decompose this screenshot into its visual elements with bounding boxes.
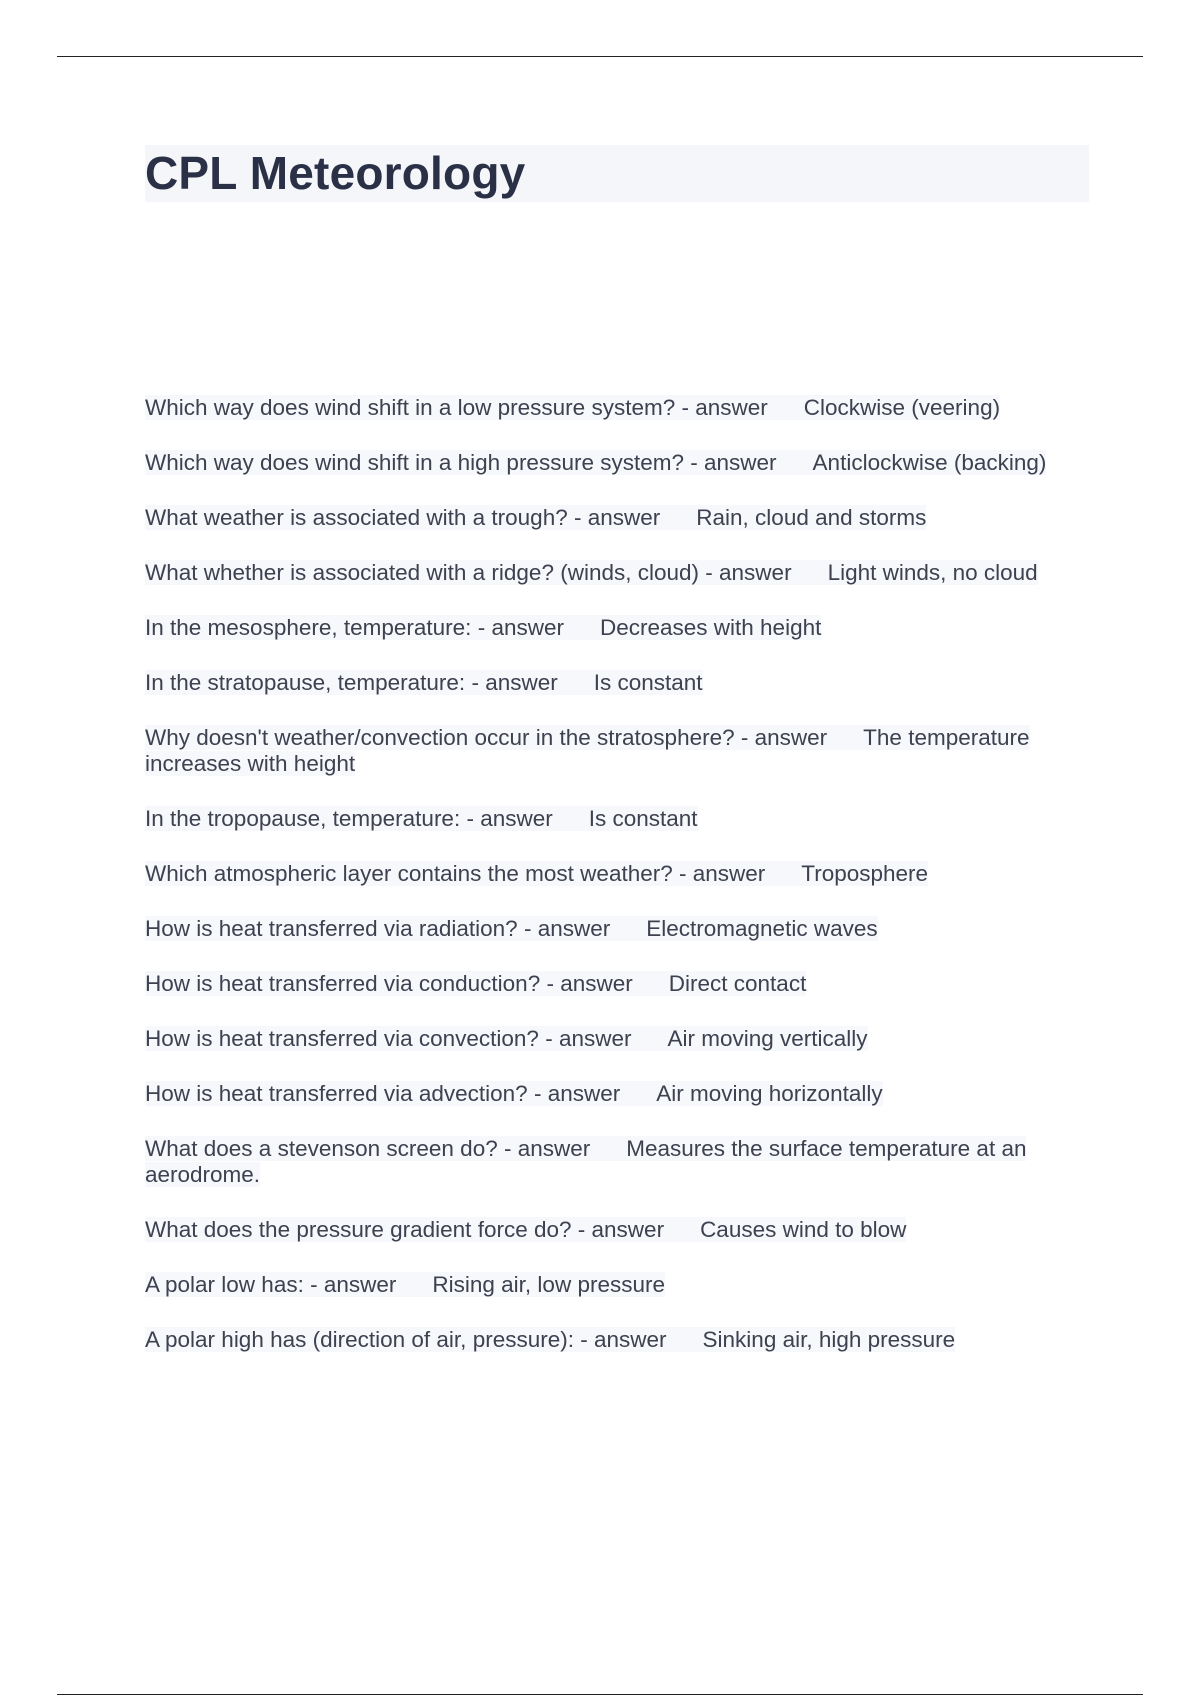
answer-marker: - answer (545, 1026, 632, 1051)
answer-marker: - answer (577, 1217, 665, 1242)
question-text: What does a stevenson screen do? (145, 1136, 498, 1161)
answer-marker: - answer (503, 1136, 591, 1161)
page-title: CPL Meteorology (145, 147, 526, 199)
qa-item (145, 1081, 1075, 1107)
question-text: Which way does wind shift in a high pressure system? (145, 450, 684, 475)
answer-text: Rising air, low pressure (432, 1272, 665, 1297)
answer-text: Troposphere (801, 861, 929, 886)
answer-text: Direct contact (668, 971, 807, 996)
question-text: Which atmospheric layer contains the most weather? (145, 861, 673, 886)
question-text: In the mesosphere, temperature: (145, 615, 472, 640)
answer-text: Electromagnetic waves (646, 916, 878, 941)
question-text: How is heat transferred via conduction? (145, 971, 541, 996)
qa-item (145, 725, 1075, 777)
answer-text: Clockwise (veering) (803, 395, 1001, 420)
answer-text: Air moving vertically (667, 1026, 868, 1051)
answer-text: Is constant (588, 806, 698, 831)
answer-marker: - answer (533, 1081, 621, 1106)
answer-text: Rain, cloud and storms (696, 505, 927, 530)
qa-item (145, 1136, 1075, 1188)
top-divider (57, 56, 1143, 57)
qa-list (145, 395, 1089, 1382)
question-text: How is heat transferred via convection? (145, 1026, 539, 1051)
qa-item (145, 395, 1075, 421)
question-text: What does the pressure gradient force do? (145, 1217, 572, 1242)
answer-marker: - answer (546, 971, 633, 996)
answer-marker: - answer (466, 806, 553, 831)
answer-text: Light winds, no cloud (827, 560, 1038, 585)
qa-item (145, 971, 1075, 997)
answer-marker: - answer (523, 916, 611, 941)
qa-item (145, 1272, 1075, 1298)
answer-marker: - answer (471, 670, 558, 695)
answer-text: Measures the surface temperature at an aerodrome. (145, 1136, 1027, 1187)
qa-item (145, 505, 1075, 531)
qa-item (145, 1327, 1075, 1353)
answer-text: Air moving horizontally (656, 1081, 883, 1106)
answer-marker: - answer (705, 560, 792, 585)
bottom-divider (57, 1694, 1143, 1695)
qa-item (145, 560, 1075, 586)
question-text: Why doesn't weather/convection occur in the stratosphere? (145, 725, 735, 750)
answer-text: Anticlockwise (backing) (812, 450, 1047, 475)
answer-marker: - answer (574, 505, 661, 530)
question-text: How is heat transferred via radiation? (145, 916, 518, 941)
question-text: What whether is associated with a ridge? (winds, cloud) (145, 560, 700, 585)
qa-item (145, 861, 1075, 887)
qa-item (145, 1026, 1075, 1052)
question-text: A polar low has: (145, 1272, 304, 1297)
answer-marker: - answer (580, 1327, 667, 1352)
qa-item (145, 806, 1075, 832)
answer-marker: - answer (679, 861, 766, 886)
answer-marker: - answer (477, 615, 564, 640)
qa-item (145, 450, 1075, 476)
question-text: What weather is associated with a trough? (145, 505, 568, 530)
answer-marker: - answer (690, 450, 777, 475)
qa-item (145, 916, 1075, 942)
question-text: A polar high has (direction of air, pressure): (145, 1327, 574, 1352)
question-text: In the tropopause, temperature: (145, 806, 461, 831)
answer-text: Is constant (593, 670, 703, 695)
answer-text: The temperature increases with height (145, 725, 1030, 776)
answer-text: Decreases with height (599, 615, 822, 640)
qa-item (145, 1217, 1075, 1243)
question-text: In the stratopause, temperature: (145, 670, 466, 695)
question-text: Which way does wind shift in a low pressure system? (145, 395, 676, 420)
qa-item (145, 670, 1075, 696)
answer-text: Sinking air, high pressure (702, 1327, 956, 1352)
answer-text: Causes wind to blow (700, 1217, 907, 1242)
answer-marker: - answer (681, 395, 768, 420)
question-text: How is heat transferred via advection? (145, 1081, 528, 1106)
qa-item (145, 615, 1075, 641)
answer-marker: - answer (740, 725, 828, 750)
answer-marker: - answer (310, 1272, 397, 1297)
